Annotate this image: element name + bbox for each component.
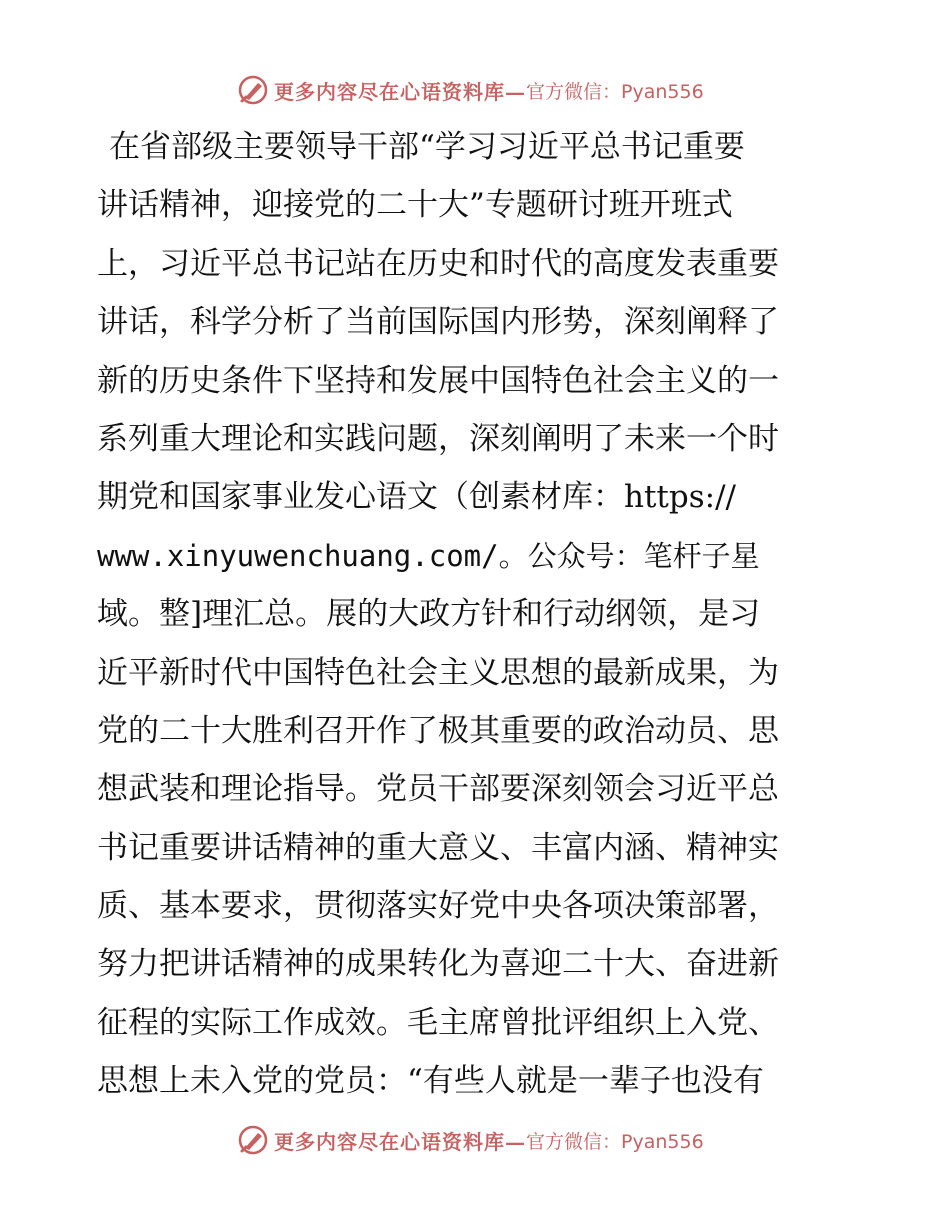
body-line: 征程的实际工作成效。毛主席曾批评组织上入党、 — [97, 1004, 779, 1041]
body-line: 书记重要讲话精神的重大意义、丰富内涵、精神实 — [97, 829, 779, 866]
body-line: 讲话，科学分析了当前国际国内形势，深刻阐释了 — [97, 304, 779, 341]
body-line: 域。整]理汇总。展的大政方针和行动纲领，是习 — [97, 596, 761, 633]
body-line: 质、基本要求，贯彻落实好党中央各项决策部署， — [97, 888, 779, 925]
footer-banner-text: 更多内容尽在心语资料库— — [274, 1129, 526, 1154]
body-line: 党的二十大胜利召开作了极其重要的政治动员、思 — [97, 712, 779, 749]
body-line: 在省部级主要领导干部“学习习近平总书记重要 — [109, 129, 745, 165]
body-line: 近平新时代中国特色社会主义思想的最新成果，为 — [97, 654, 779, 691]
footer-banner-wechat: 官方微信：Pyan556 — [526, 1130, 704, 1153]
body-line: 新的历史条件下坚持和发展中国特色社会主义的一 — [97, 362, 779, 399]
document-body — [97, 118, 857, 1111]
body-line-url: www.xinyuwenchuang.com/。公众号：笔杆子星 — [97, 538, 760, 573]
body-line: 努力把讲话精神的成果转化为喜迎二十大、奋进新 — [97, 946, 779, 983]
header-watermark-banner — [236, 72, 704, 108]
body-line: 思想上未入党的党员：“有些人就是一辈子也没有 — [97, 1063, 764, 1100]
body-line: 系列重大理论和实践问题，深刻阐明了未来一个时 — [97, 420, 779, 457]
fountain-pen-logo-icon — [236, 1123, 270, 1157]
fountain-pen-logo-icon — [236, 73, 270, 107]
footer-watermark-banner — [236, 1122, 704, 1158]
body-line: 讲话精神，迎接党的二十大”专题研讨班开班式 — [97, 187, 733, 224]
header-banner-text: 更多内容尽在心语资料库— — [274, 79, 526, 104]
body-line: 想武装和理论指导。党员干部要深刻领会习近平总 — [97, 771, 779, 808]
body-line: 期党和国家事业发心语文（创素材库：https:// — [97, 479, 736, 516]
body-line: 上，习近平总书记站在历史和时代的高度发表重要 — [97, 245, 779, 282]
header-banner-wechat: 官方微信：Pyan556 — [526, 80, 704, 103]
